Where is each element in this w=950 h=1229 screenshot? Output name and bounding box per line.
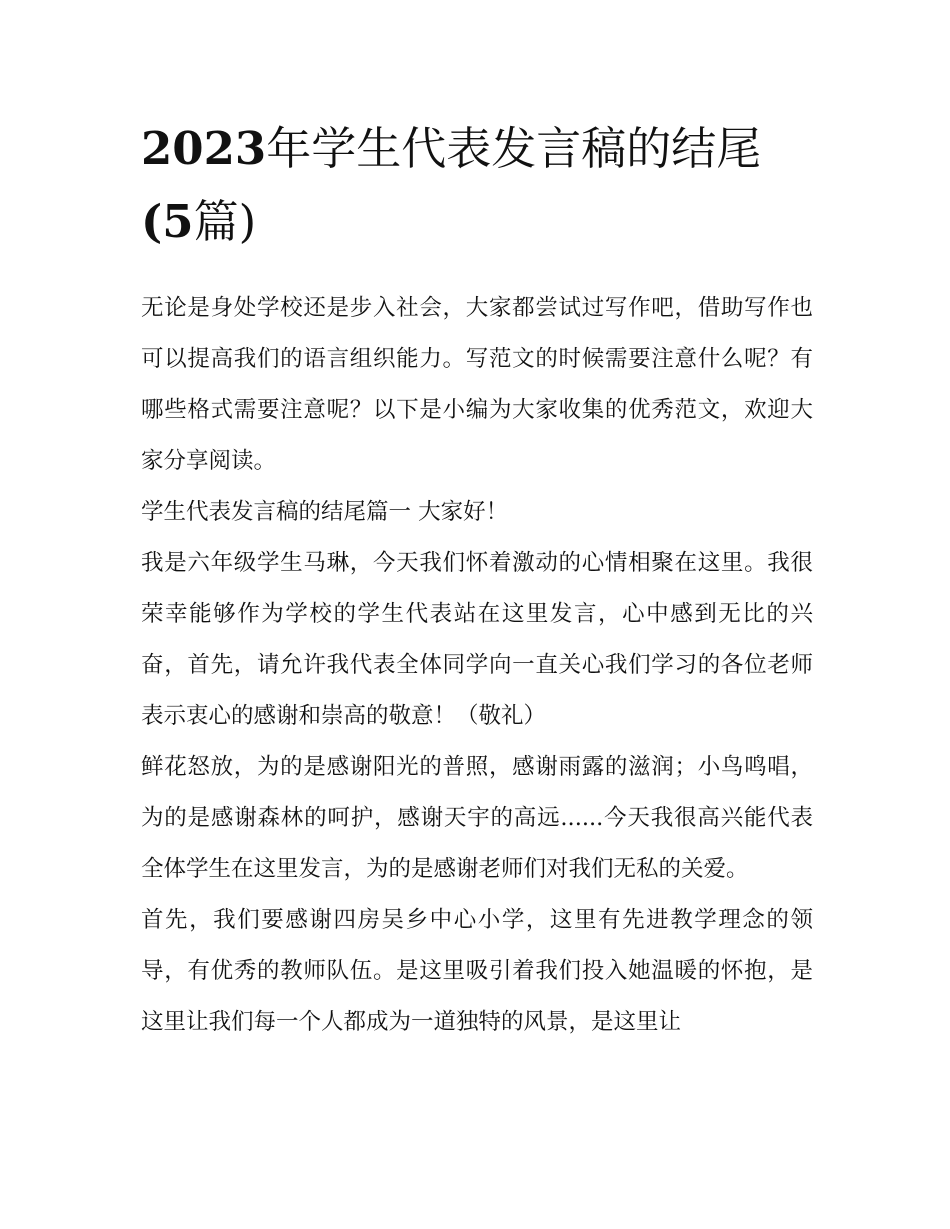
paragraph-section-heading: 学生代表发言稿的结尾篇一 大家好！ [141,499,509,525]
title-line1-text: 年学生代表发言稿的结尾 [266,122,762,175]
paragraph-self-introduction: 我是六年级学生马琳，今天我们怀着激动的心情相聚在这里。我很荣幸能够作为学校的学生代表站在这里发言，心中感到无比的兴奋，首先，请允许我代表全体同学向一直关心我们学习的各位老师表示衷心的感谢和崇高的敬意！（敬礼） [141,550,813,729]
document-title [141,112,813,258]
paragraph-gratitude: 鲜花怒放，为的是感谢阳光的普照，感谢雨露的滋润；小鸟鸣唱，为的是感谢森林的呵护，感谢天宇的高远......今天我很高兴能代表全体学生在这里发言，为的是感谢老师们对我们无私的关爱。 [141,754,813,882]
title-year: 2023 [141,122,267,175]
title-line2-text: 篇) [193,195,257,248]
paragraph-list [141,283,813,1048]
paragraph-intro: 无论是身处学校还是步入社会，大家都尝试过写作吧，借助写作也可以提高我们的语言组织能力。写范文的时候需要注意什么呢？有哪些格式需要注意呢？以下是小编为大家收集的优秀范文，欢迎大家分享阅读。 [141,295,813,474]
document-body [141,112,813,1048]
paragraph-school-thanks: 首先，我们要感谢四房吴乡中心小学，这里有先进教学理念的领导，有优秀的教师队伍。是这里吸引着我们投入她温暖的怀抱，是这里让我们每一个人都成为一道独特的风景，是这里让 [141,907,813,1035]
title-count: (5 [141,195,194,248]
